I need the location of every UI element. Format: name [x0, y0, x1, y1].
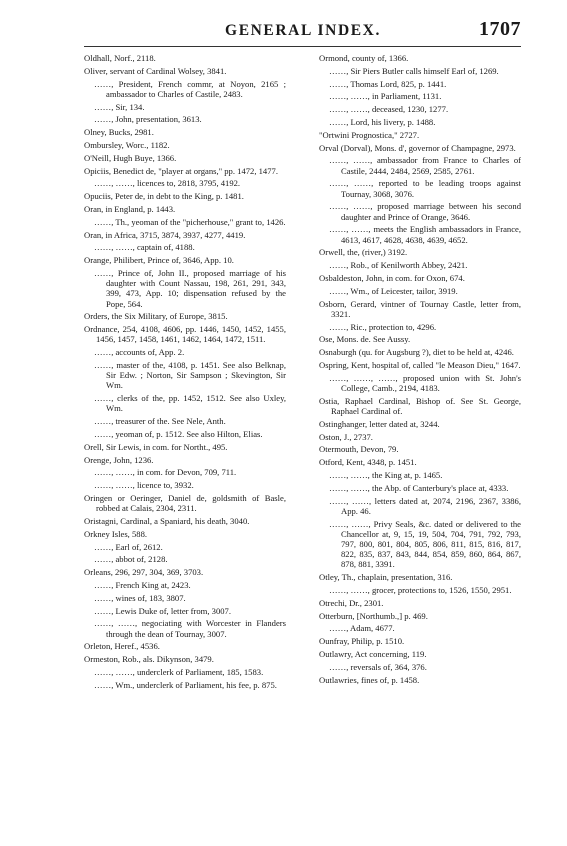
index-entry: ……, Sir Piers Butler calls himself Earl of, 1269.: [329, 65, 499, 76]
index-entry: ……, ……, ambassador from France to Charles of Castile, 2444, 2484, 2569, 2585, 2761.: [329, 155, 521, 176]
index-entry: Outlawry, Act concerning, 119.: [319, 648, 427, 659]
index-entry: ……, ……, licence to, 3932.: [94, 480, 194, 491]
index-entry: Osbaldeston, John, in com. for Oxon, 674.: [319, 272, 465, 283]
index-entry: Osborn, Gerard, vintner of Tournay Castle, letter from, 3321.: [319, 298, 521, 319]
index-entry: Otford, Kent, 4348, p. 1451.: [319, 457, 417, 468]
index-entry: ……, ……, in com. for Devon, 709, 711.: [94, 467, 237, 478]
index-columns: [84, 53, 521, 693]
index-entry: Oston, J., 2737.: [319, 431, 373, 442]
index-entry: Orders, the Six Military, of Europe, 3815.: [84, 311, 228, 322]
index-entry: Otrechi, Dr., 2301.: [319, 597, 384, 608]
index-entry: Orwell, the, (river,) 3192.: [319, 247, 408, 258]
index-entry: ……, French King at, 2423.: [94, 579, 191, 590]
index-entry: Otley, Th., chaplain, presentation, 316.: [319, 572, 453, 583]
index-entry: ……, ……, meets the English ambassadors in France, 4613, 4617, 4628, 4638, 4639, 4652.: [329, 224, 521, 245]
index-entry: Oran, in England, p. 1443.: [84, 203, 176, 214]
index-entry: ……, Th., yeoman of the "picherhouse," grant to, 1426.: [94, 216, 286, 227]
index-entry: ……, Wm., of Leicester, tailor, 3919.: [329, 285, 458, 296]
index-entry: ……, accounts of, App. 2.: [94, 347, 185, 358]
index-entry: Orell, Sir Lewis, in com. for Northt., 495.: [84, 441, 228, 452]
index-entry: Ounfray, Philip, p. 1510.: [319, 636, 405, 647]
index-entry: Otterburn, [Northumb.,] p. 469.: [319, 610, 428, 621]
index-entry: ……, ……, the King at, p. 1465.: [329, 469, 443, 480]
index-entry: ……, President, French commr, at Noyon, 2165 ; ambassador to Charles of Castile, 2483.: [94, 78, 286, 99]
index-entry: ……, ……, ……, proposed union with St. John's College, Camb., 2194, 4183.: [329, 372, 521, 393]
index-entry: Osnaburgh (qu. for Augsburg ?), diet to be held at, 4246.: [319, 347, 514, 358]
left-column: [84, 53, 286, 693]
index-entry: ……, clerks of the, pp. 1452, 1512. See also Uxley, Wm.: [94, 393, 286, 414]
index-entry: Ordnance, 254, 4108, 4606, pp. 1446, 1450, 1452, 1455, 1456, 1457, 1458, 1461, 1462, 1464, 1472, 1511.: [84, 324, 286, 345]
index-entry: ……, reversals of, 364, 376.: [329, 661, 427, 672]
index-entry: Orange, Philibert, Prince of, 3646, App. 10.: [84, 255, 234, 266]
index-entry: ……, Prince of, John II., proposed marriage of his daughter with Count Nassau, 198, 261, 291, 343, 399, 473, App. 10; dispensation refused by the Pope, 564.: [94, 267, 286, 309]
index-entry: O'Neill, Hugh Buye, 1366.: [84, 152, 177, 163]
index-entry: ……, Ric., protection to, 4296.: [329, 321, 437, 332]
page-number: 1707: [479, 18, 521, 40]
index-entry: ……, ……, underclerk of Parliament, 185, 1583.: [94, 666, 264, 677]
index-entry: ……, abbot of, 2128.: [94, 554, 168, 565]
index-entry: ……, yeoman of, p. 1512. See also Hilton, Elias.: [94, 428, 263, 439]
index-entry: Otermouth, Devon, 79.: [319, 444, 399, 455]
index-entry: Opuciis, Peter de, in debt to the King, p. 1481.: [84, 191, 244, 202]
index-entry: Outlawries, fines of, p. 1458.: [319, 674, 420, 685]
index-entry: Oliver, servant of Cardinal Wolsey, 3841.: [84, 65, 227, 76]
index-entry: Olney, Bucks, 2981.: [84, 127, 154, 138]
index-entry: Ostia, Raphael Cardinal, Bishop of. See St. George, Raphael Cardinal of.: [319, 395, 521, 416]
right-column: [319, 53, 521, 693]
index-entry: Ospring, Kent, hospital of, called "le Meason Dieu," 1647.: [319, 359, 521, 370]
index-entry: Orleton, Heref., 4536.: [84, 641, 160, 652]
index-entry: ……, master of the, 4108, p. 1451. See also Belknap, Sir Edw. ; Norton, Sir Sampson ; Skevington, Sir Wm.: [94, 359, 286, 391]
index-entry: ……, Sir, 134.: [94, 101, 145, 112]
index-entry: ……, Adam, 4677.: [329, 623, 395, 634]
index-entry: ……, ……, grocer, protections to, 1526, 1550, 2951.: [329, 584, 512, 595]
page-title: GENERAL INDEX.: [225, 22, 381, 39]
index-entry: ……, ……, letters dated at, 2074, 2196, 2367, 3386, App. 46.: [329, 495, 521, 516]
index-entry: ……, Earl of, 2612.: [94, 541, 163, 552]
index-entry: Orkney Isles, 588.: [84, 528, 148, 539]
index-entry: "Ortwini Prognostica," 2727.: [319, 129, 420, 140]
index-entry: Ormeston, Rob., als. Dikynson, 3479.: [84, 654, 214, 665]
page-header: [85, 18, 521, 44]
index-entry: Ose, Mons. de. See Aussy.: [319, 334, 411, 345]
index-entry: ……, ……, Privy Seals, &c. dated or delivered to the Chancellor at, 9, 15, 19, 504, 704, 791, 792, 793, 797, 800, 801, 804, 805, 806, 811, 815, 816, 817, 822, 835, 837, 843, 844, 854, 859, 860, 864, 867, 878, 881, 3391.: [329, 518, 521, 570]
index-entry: ……, Thomas Lord, 825, p. 1441.: [329, 78, 447, 89]
index-entry: ……, Rob., of Kenilworth Abbey, 2421.: [329, 260, 468, 271]
index-entry: ……, Wm., underclerk of Parliament, his fee, p. 875.: [94, 679, 277, 690]
index-entry: Oringen or Oeringer, Daniel de, goldsmith of Basle, robbed at Calais, 2304, 2311.: [84, 492, 286, 514]
index-entry: ……, treasurer of the. See Nele, Anth.: [94, 416, 226, 427]
index-entry: Ormond, county of, 1366.: [319, 53, 409, 63]
index-entry: Oristagni, Cardinal, a Spaniard, his death, 3040.: [84, 515, 250, 526]
index-entry: ……, ……, captain of, 4188.: [94, 242, 195, 253]
index-entry: ……, ……, in Parliament, 1131.: [329, 91, 442, 102]
header-rule: [84, 46, 521, 47]
index-entry: Oldhall, Norf., 2118.: [84, 53, 156, 63]
index-entry: Opiciis, Benedict de, "player at organs," pp. 1472, 1477.: [84, 165, 278, 176]
index-entry: ……, ……, licences to, 2818, 3795, 4192.: [94, 178, 241, 189]
index-entry: ……, wines of, 183, 3807.: [94, 592, 186, 603]
index-entry: Orleans, 296, 297, 304, 369, 3703.: [84, 567, 204, 578]
index-entry: Ostinghanger, letter dated at, 3244.: [319, 418, 440, 429]
index-entry: Oran, in Africa, 3715, 3874, 3937, 4277, 4419.: [84, 229, 246, 240]
index-entry: ……, ……, the Abp. of Canterbury's place at, 4333.: [329, 482, 509, 493]
index-entry: ……, ……, proposed marriage between his second daughter and Prince of Orange, 3646.: [329, 201, 521, 222]
index-entry: ……, ……, reported to be leading troops against Tournay, 3068, 3076.: [329, 178, 521, 199]
index-entry: ……, Lord, his livery, p. 1488.: [329, 116, 436, 127]
index-entry: ……, ……, deceased, 1230, 1277.: [329, 104, 449, 115]
index-entry: Ombursley, Worc., 1182.: [84, 139, 170, 150]
index-entry: Orenge, John, 1236.: [84, 454, 154, 465]
index-entry: ……, John, presentation, 3613.: [94, 114, 202, 125]
index-entry: ……, ……, negociating with Worcester in Flanders through the dean of Tournay, 3007.: [94, 618, 286, 639]
index-entry: Orval (Dorval), Mons. d', governor of Champagne, 2973.: [319, 142, 516, 153]
index-entry: ……, Lewis Duke of, letter from, 3007.: [94, 605, 231, 616]
